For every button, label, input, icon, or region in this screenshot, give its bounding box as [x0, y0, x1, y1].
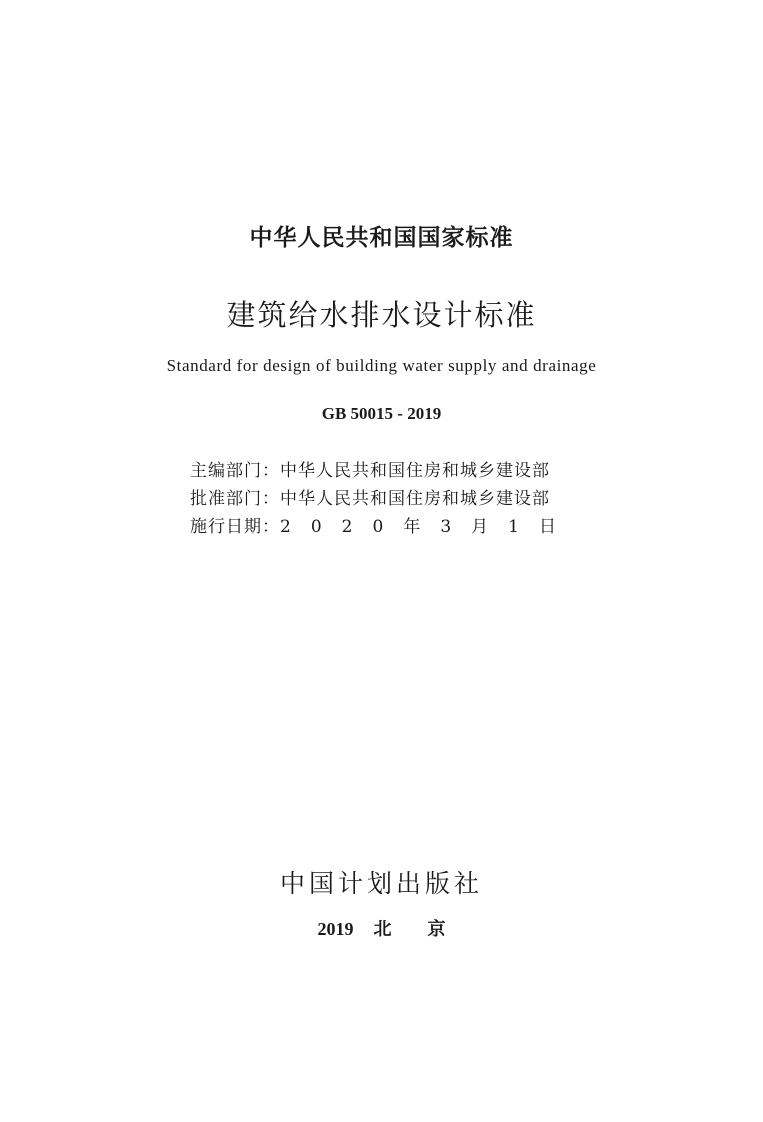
approver-department	[190, 484, 550, 509]
publication-city-char-1: 北	[373, 919, 392, 939]
date-part: 日	[538, 517, 557, 537]
approver-label: 批准部门：	[190, 489, 280, 509]
date-part: 月	[471, 517, 490, 537]
editor-department	[190, 456, 550, 481]
editor-label: 主编部门：	[190, 461, 280, 481]
publication-city-char-2: 京	[427, 919, 446, 939]
publisher-name: 中国计划出版社	[279, 869, 483, 898]
publication-place	[0, 915, 763, 941]
editor-value: 中华人民共和国住房和城乡建设部	[280, 461, 550, 481]
approver-value: 中华人民共和国住房和城乡建设部	[280, 489, 550, 509]
effective-date-label: 施行日期：	[190, 517, 280, 537]
document-title-english: Standard for design of building water supply and drainage	[166, 356, 597, 375]
publication-year: 2019	[317, 919, 354, 939]
date-part: 1	[508, 517, 520, 537]
document-title-chinese: 建筑给水排水设计标准	[226, 298, 537, 332]
date-part: 2	[341, 517, 354, 537]
date-part: 0	[372, 517, 385, 537]
date-part: 0	[310, 517, 323, 537]
date-part: 年	[403, 517, 422, 537]
standard-code: GB 50015 - 2019	[321, 404, 442, 423]
effective-date-value	[280, 512, 576, 537]
standard-series: 中华人民共和国国家标准	[249, 225, 514, 251]
date-part: 2	[280, 517, 292, 537]
effective-date	[190, 512, 576, 537]
date-part: 3	[440, 517, 453, 537]
